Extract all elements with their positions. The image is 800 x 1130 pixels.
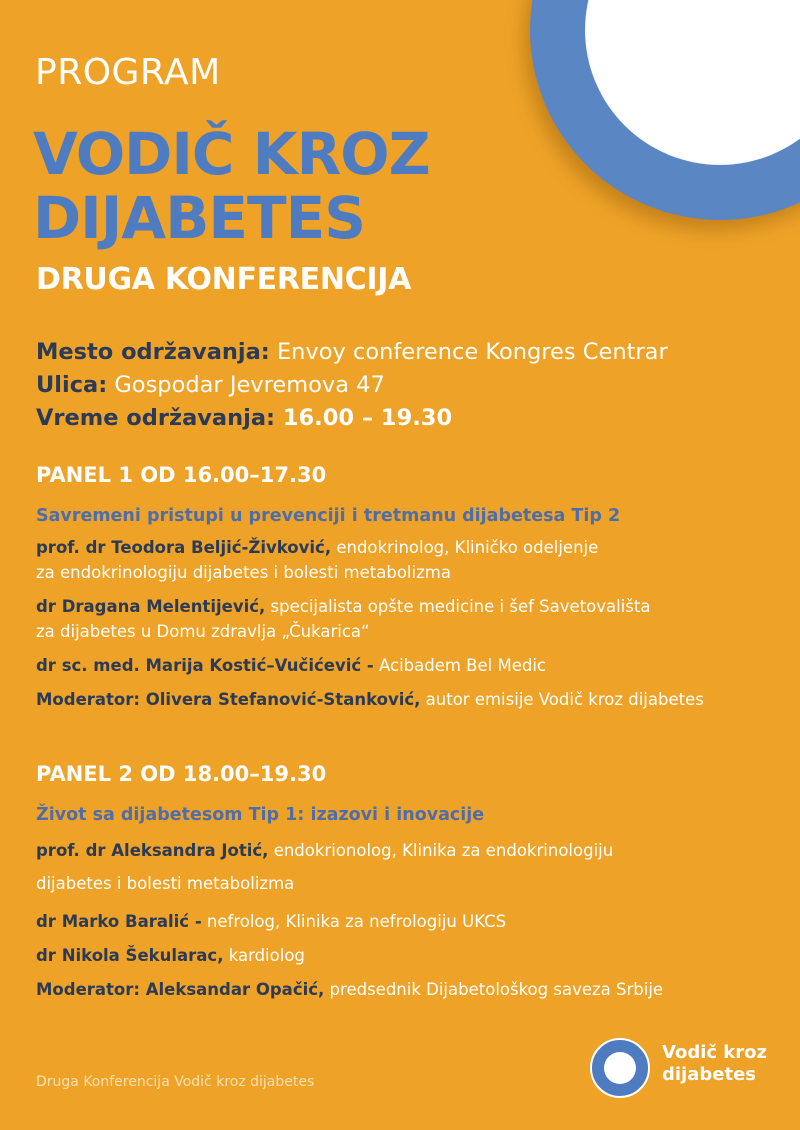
- street-label: Ulica:: [36, 372, 108, 398]
- speaker-entry: [36, 535, 786, 585]
- program-kicker: PROGRAM: [35, 52, 221, 93]
- moderator-name: Moderator: Olivera Stefanović-Stanković,: [36, 690, 421, 709]
- footer-text: Druga Konferencija Vodič kroz dijabetes: [36, 1074, 315, 1090]
- decorative-ring-center: [585, 0, 800, 165]
- time-label: Vreme održavanja:: [36, 405, 276, 431]
- speaker-desc: Acibadem Bel Medic: [373, 656, 546, 675]
- speaker-entry: [36, 943, 786, 968]
- moderator-entry: [36, 977, 786, 1002]
- venue-value: Envoy conference Kongres Centrar: [269, 339, 668, 365]
- speaker-desc: nefrolog, Klinika za nefrologiju UKCS: [201, 912, 507, 931]
- speaker-desc: endokrionolog, Klinika za endokrinologiju: [268, 841, 614, 860]
- panel-1-topic: Savremeni pristupi u prevenciji i tretmanu dijabetesa Tip 2: [36, 506, 621, 526]
- moderator-desc: predsednik Dijabetološkog saveza Srbije: [324, 980, 664, 999]
- panel-1: [36, 463, 786, 712]
- brand-logo: [590, 1038, 790, 1102]
- logo-ring-icon: [590, 1038, 650, 1098]
- logo-line1: Vodič kroz: [662, 1042, 767, 1063]
- event-title-line2: DIJABETES: [33, 184, 365, 252]
- time-value: 16.00 – 19.30: [275, 405, 453, 431]
- event-title-line1: VODIČ KROZ: [33, 120, 430, 188]
- panel-2: [36, 762, 786, 1002]
- speaker-desc: kardiolog: [223, 946, 305, 965]
- time-line: [36, 402, 796, 435]
- speaker-name: dr Marko Baralić -: [36, 912, 202, 931]
- speaker-entry: [36, 909, 786, 934]
- logo-line2: dijabetes: [662, 1064, 756, 1085]
- decorative-ring: [530, 0, 800, 220]
- speaker-desc-cont: dijabetes i bolesti metabolizma: [36, 874, 295, 893]
- speaker-desc: endokrinolog, Kliničko odeljenje: [331, 538, 599, 557]
- venue-label: Mesto održavanja:: [36, 339, 270, 365]
- moderator-desc: autor emisije Vodič kroz dijabetes: [420, 690, 704, 709]
- speaker-name: prof. dr Teodora Beljić-Živković,: [36, 538, 332, 557]
- speaker-name: dr sc. med. Marija Kostić–Vučićević -: [36, 656, 374, 675]
- event-subtitle: DRUGA KONFERENCIJA: [36, 262, 412, 297]
- venue-line: [36, 336, 796, 369]
- speaker-entry: [36, 594, 786, 644]
- moderator-name: Moderator: Aleksandar Opačić,: [36, 980, 325, 999]
- event-title: [33, 122, 553, 250]
- speaker-desc-cont: za dijabetes u Domu zdravlja „Čukarica“: [36, 622, 370, 641]
- logo-wordmark: [662, 1042, 767, 1086]
- street-line: [36, 369, 796, 402]
- speaker-entry: [36, 653, 786, 678]
- street-value: Gospodar Jevremova 47: [107, 372, 385, 398]
- speaker-desc-cont: za endokrinologiju dijabetes i bolesti metabolizma: [36, 563, 451, 582]
- speaker-name: prof. dr Aleksandra Jotić,: [36, 841, 269, 860]
- speaker-desc: specijalista opšte medicine i šef Savetovališta: [265, 597, 651, 616]
- event-info: [36, 336, 796, 435]
- panel-2-topic: Život sa dijabetesom Tip 1: izazovi i inovacije: [36, 805, 485, 825]
- panel-1-title: PANEL 1 OD 16.00–17.30: [36, 463, 327, 487]
- speaker-name: dr Nikola Šekularac,: [36, 946, 224, 965]
- panel-2-title: PANEL 2 OD 18.00–19.30: [36, 762, 327, 786]
- speaker-entry: [36, 834, 786, 900]
- moderator-entry: [36, 687, 786, 712]
- speaker-name: dr Dragana Melentijević,: [36, 597, 266, 616]
